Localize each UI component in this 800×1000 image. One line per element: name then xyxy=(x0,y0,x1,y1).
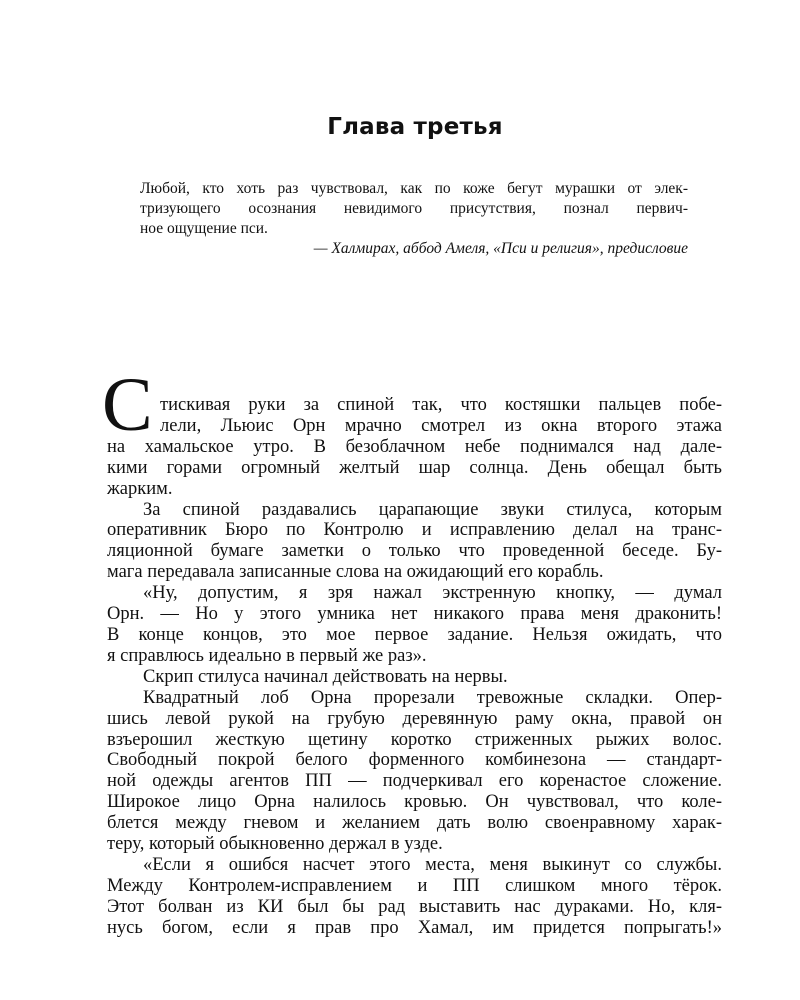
text-line: Широкое лицо Орна налилось кровью. Он чувствовал, что коле- xyxy=(107,792,722,813)
text-line: тискивая руки за спиной так, что костяшки пальцев побе- xyxy=(160,395,722,415)
text-line: нусь богом, если я прав про Хамал, им придется попрыгать!» xyxy=(107,917,722,938)
chapter-title: Глава третья xyxy=(327,114,503,140)
body-text xyxy=(107,395,722,939)
text-line: жарким. xyxy=(107,478,173,499)
text-line: блется между гневом и желанием дать волю своенравному харак- xyxy=(107,813,722,834)
text-line: ляционной бумаге заметки о только что проведенной беседе. Бу- xyxy=(107,541,722,562)
text-line: шись левой рукой на грубую деревянную раму окна, правой он xyxy=(107,708,722,729)
text-line: Свободный покрой белого форменного комбинезона — стандарт- xyxy=(107,750,722,771)
text-line: я справлюсь идеально в первый же раз». xyxy=(107,645,427,666)
text-line: Скрип стилуса начинал действовать на нервы. xyxy=(143,666,508,687)
text-line: «Если я ошибся насчет этого места, меня выкинут со службы. xyxy=(143,854,722,875)
epigraph-line: ное ощущение пси. xyxy=(140,220,268,237)
text-line: Этот болван из КИ был бы рад выставить нас дураками. Но, кля- xyxy=(107,896,722,917)
text-line: Квадратный лоб Орна прорезали тревожные складки. Опер- xyxy=(143,687,722,708)
epigraph-line: тризующего осознания невидимого присутствия, познал первич- xyxy=(140,200,688,217)
text-line: Между Контролем-исправлением и ПП слишком много тёрок. xyxy=(107,875,722,896)
text-line: ной одежды агентов ПП — подчеркивал его коренастое сложение. xyxy=(107,771,722,792)
text-line: теру, который обыкновенно держал в узде. xyxy=(107,834,443,855)
epigraph-attribution: — Халмирах, аббод Амеля, «Пси и религия», предисловие xyxy=(313,240,688,257)
text-line: лели, Льюис Орн мрачно смотрел из окна второго этажа xyxy=(160,415,722,436)
epigraph-line: Любой, кто хоть раз чувствовал, как по коже бегут мурашки от элек- xyxy=(140,180,688,197)
text-line: кими горами огромный желтый шар солнца. День обещал быть xyxy=(107,457,722,478)
text-line: В конце концов, это мое первое задание. Нельзя ожидать, что xyxy=(107,624,722,645)
text-line: на хамальское утро. В безоблачном небе поднимался над дале- xyxy=(107,436,722,457)
text-line: мага передавала записанные слова на ожидающий его корабль. xyxy=(107,562,604,583)
text-line: Орн. — Но у этого умника нет никакого права меня драконить! xyxy=(107,604,722,625)
text-line: «Ну, допустим, я зря нажал экстренную кнопку, — думал xyxy=(143,583,722,604)
epigraph xyxy=(140,179,688,259)
text-line: взъерошил жесткую щетину коротко стриженных рыжих волос. xyxy=(107,729,722,750)
text-line: За спиной раздавались царапающие звуки стилуса, которым xyxy=(143,499,722,520)
drop-cap: С xyxy=(102,363,153,447)
text-line: оперативник Бюро по Контролю и исправлению делал на транс- xyxy=(107,520,722,541)
